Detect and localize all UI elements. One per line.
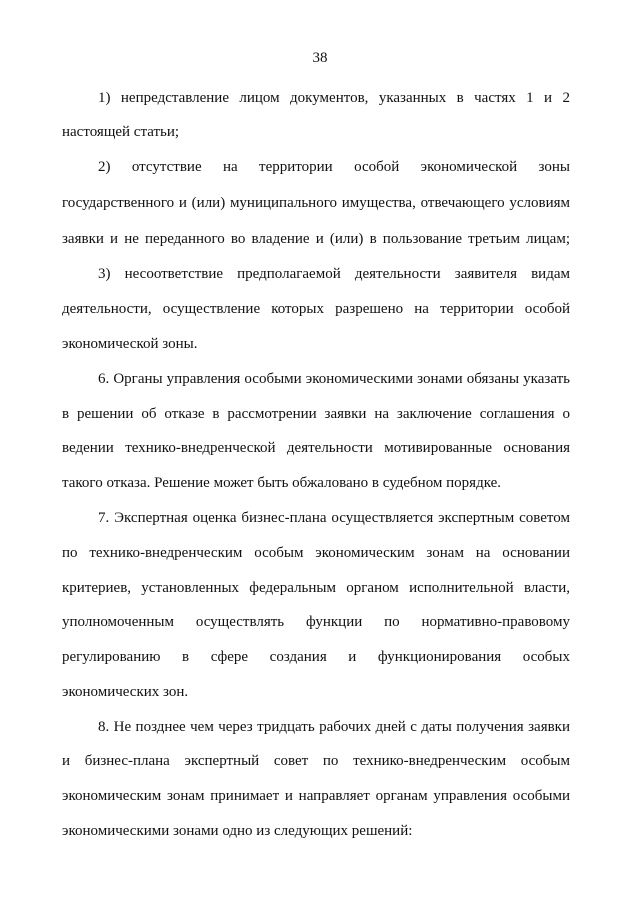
text-line: по технико-внедренческим особым экономическим зонам на основании xyxy=(62,545,570,561)
text-line: уполномоченным осуществлять функции по нормативно-правовому xyxy=(62,614,570,630)
text-line: экономических зон. xyxy=(62,684,189,700)
text-line: 7. Экспертная оценка бизнес-плана осуществляется экспертным советом xyxy=(98,510,570,526)
text-line: регулированию в сфере создания и функционирования особых xyxy=(62,649,570,665)
text-line: 2) отсутствие на территории особой экономической зоны xyxy=(98,159,570,175)
text-line: экономическими зонами одно из следующих решений: xyxy=(62,823,413,839)
text-line: государственного и (или) муниципального имущества, отвечающего условиям xyxy=(62,195,570,211)
text-line: 6. Органы управления особыми экономическими зонами обязаны указать xyxy=(98,371,570,387)
text-line: 8. Не позднее чем через тридцать рабочих дней с даты получения заявки xyxy=(98,719,570,735)
text-line: деятельности, осуществление которых разрешено на территории особой xyxy=(62,301,570,317)
text-line: 3) несоответствие предполагаемой деятельности заявителя видам xyxy=(98,266,570,282)
page-number: 38 xyxy=(312,50,328,66)
text-line: 1) непредставление лицом документов, указанных в частях 1 и 2 xyxy=(98,90,570,106)
text-line: настоящей статьи; xyxy=(62,124,180,140)
text-line: и бизнес-плана экспертный совет по технико-внедренческим особым xyxy=(62,753,570,769)
text-line: критериев, установленных федеральным органом исполнительной власти, xyxy=(62,580,570,596)
text-line: заявки и не переданного во владение и (или) в пользование третьим лицам; xyxy=(62,231,570,247)
text-line: ведении технико-внедренческой деятельности мотивированные основания xyxy=(62,440,570,456)
text-line: экономическим зонам принимает и направляет органам управления особыми xyxy=(62,788,570,804)
text-line: экономической зоны. xyxy=(62,336,198,352)
text-line: такого отказа. Решение может быть обжаловано в судебном порядке. xyxy=(62,475,502,491)
text-line: в решении об отказе в рассмотрении заявки на заключение соглашения о xyxy=(62,406,570,422)
